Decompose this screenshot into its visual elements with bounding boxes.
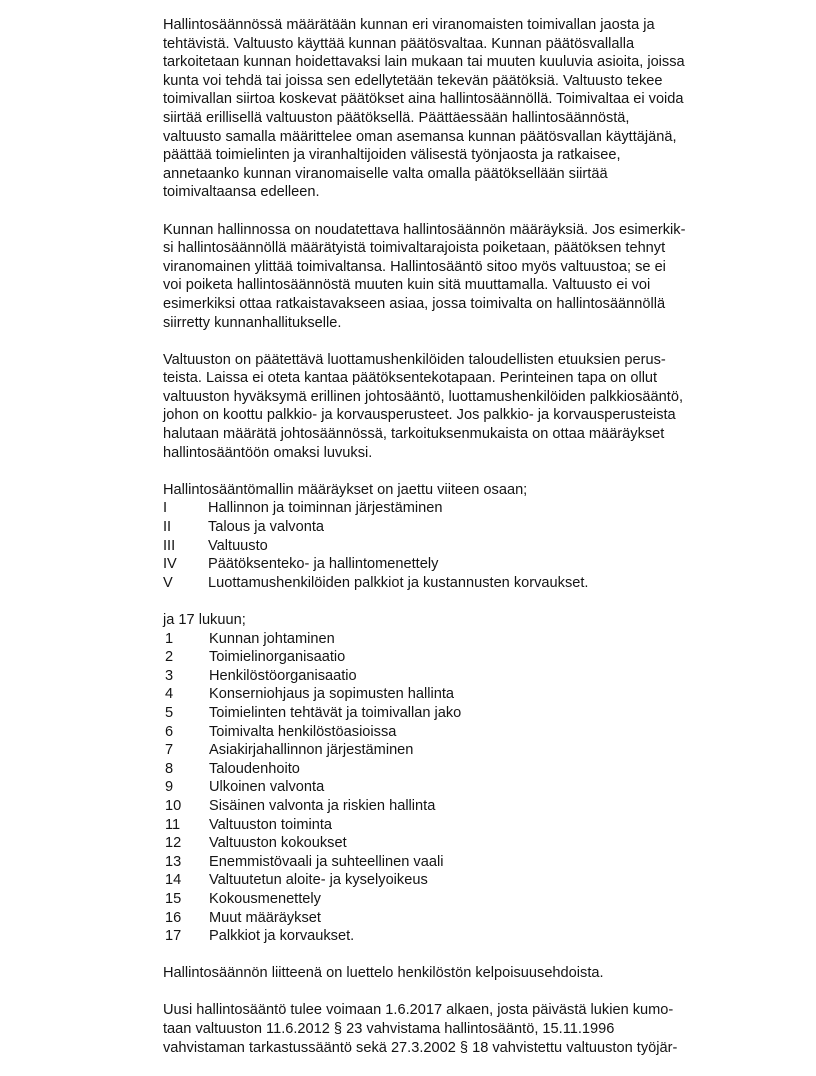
list-item xyxy=(163,778,753,797)
list-item-text: Konserniohjaus ja sopimusten hallinta xyxy=(209,686,455,703)
list-item-text: Toimielinorganisaatio xyxy=(209,649,346,666)
list-item-text: Sisäinen valvonta ja riskien hallinta xyxy=(209,797,436,814)
list-item-text: Päätöksenteko- ja hallintomenettely xyxy=(208,556,439,573)
list-item-text: Valtuusto xyxy=(208,537,268,554)
list-item-text: Kunnan johtaminen xyxy=(209,630,335,647)
text-line: voi poiketa hallintosäännöstä muuten kuin sitä muuttamalla. Valtuusto ei voi xyxy=(163,277,651,294)
list-item-text: Kokousmenettely xyxy=(209,890,321,907)
list-item-label: 2 xyxy=(165,649,174,666)
list-item-text: Toimivalta henkilöstöasioissa xyxy=(209,723,397,740)
list-item-label: 13 xyxy=(165,853,182,870)
list-item xyxy=(163,853,753,872)
parts-list-section xyxy=(163,481,753,593)
list-item-text: Hallinnon ja toiminnan järjestäminen xyxy=(208,500,443,517)
chapters-list-section xyxy=(163,611,753,946)
list-item-label: III xyxy=(163,537,176,554)
text-line: esimerkiksi ottaa ratkaistavakseen asiaa, jossa toimivalta on hallintosäännöllä xyxy=(163,295,666,312)
text-line: siirtää erillisellä valtuuston päätöksellä. Päättäessään hallintosäännöstä, xyxy=(163,109,630,126)
list-item xyxy=(163,760,753,779)
list-item-text: Taloudenhoito xyxy=(209,760,300,777)
list-item xyxy=(163,555,753,574)
list-item-label: 8 xyxy=(165,760,174,777)
list-item-label: 16 xyxy=(165,909,182,926)
text-line: annetaanko kunnan viranomaiselle valta omalla päätöksellään siirtää xyxy=(163,165,608,182)
list-item xyxy=(163,704,753,723)
paragraph-effective-date xyxy=(163,1001,753,1057)
paragraph-benefits xyxy=(163,351,753,463)
text-line: viranomainen ylittää toimivaltansa. Hallintosääntö sitoo myös valtuustoa; se ei xyxy=(163,258,666,275)
text-line: teista. Laissa ei oteta kantaa päätöksentekotapaan. Perinteinen tapa on ollut xyxy=(163,370,658,387)
text-line: valtuusto samalla määrittelee oman asemansa kunnan päätösvallan käyttäjänä, xyxy=(163,128,677,145)
text-line: hallintosääntöön omaksi luvuksi. xyxy=(163,444,373,461)
list-item-text: Enemmistövaali ja suhteellinen vaali xyxy=(209,853,444,870)
list-item-text: Valtuuston kokoukset xyxy=(209,835,347,852)
list-item-label: 17 xyxy=(165,928,182,945)
list-item xyxy=(163,871,753,890)
list-item xyxy=(163,890,753,909)
list-item-label: 4 xyxy=(165,686,174,703)
chapters-list-intro: ja 17 lukuun; xyxy=(163,612,246,628)
list-item-label: IV xyxy=(163,556,177,573)
list-item-label: 1 xyxy=(165,630,174,647)
list-item-label: II xyxy=(163,519,172,536)
text-line: päättää toimielinten ja viranhaltijoiden välisestä työnjaosta ja ratkaisee, xyxy=(163,147,621,164)
text-line: Uusi hallintosääntö tulee voimaan 1.6.2017 alkaen, josta päivästä lukien kumo- xyxy=(163,1002,674,1019)
list-item xyxy=(163,741,753,760)
parts-list xyxy=(163,499,753,592)
paragraph-appendix xyxy=(163,964,753,983)
text-line: Hallintosäännön liitteenä on luettelo henkilöstön kelpoisuusehdoista. xyxy=(163,965,604,982)
list-item-label: 12 xyxy=(165,835,182,852)
text-line: halutaan määrätä johtosäännössä, tarkoituksenmukaista on ottaa määräykset xyxy=(163,426,665,443)
text-line: toimivaltaansa edelleen. xyxy=(163,184,320,201)
list-item xyxy=(163,909,753,928)
list-item xyxy=(163,518,753,537)
text-line: valtuuston hyväksymä erillinen johtosääntö, luottamushenkilöiden palkkiosääntö, xyxy=(163,388,684,405)
paragraph-intro xyxy=(163,16,753,202)
text-line: taan valtuuston 11.6.2012 § 23 vahvistama hallintosääntö, 15.11.1996 xyxy=(163,1021,615,1038)
list-item xyxy=(163,537,753,556)
list-item xyxy=(163,630,753,649)
list-item-label: 11 xyxy=(165,816,181,833)
list-item xyxy=(163,685,753,704)
list-item-label: 5 xyxy=(165,704,174,721)
list-item xyxy=(163,499,753,518)
list-item-text: Valtuuston toiminta xyxy=(209,816,333,833)
chapters-list xyxy=(163,630,753,946)
parts-list-intro: Hallintosääntömallin määräykset on jaettu viiteen osaan; xyxy=(163,481,528,498)
list-item-label: 6 xyxy=(165,723,174,740)
list-item-text: Valtuutetun aloite- ja kyselyoikeus xyxy=(209,872,428,889)
text-line: siirretty kunnanhallitukselle. xyxy=(163,314,342,331)
list-item-label: 10 xyxy=(165,797,182,814)
text-line: Kunnan hallinnossa on noudatettava hallintosäännön määräyksiä. Jos esimerkik- xyxy=(163,221,686,238)
list-item-label: I xyxy=(163,500,168,517)
list-item-text: Luottamushenkilöiden palkkiot ja kustannusten korvaukset. xyxy=(208,574,589,591)
list-item-label: 14 xyxy=(165,872,182,889)
list-item-text: Ulkoinen valvonta xyxy=(209,779,325,796)
list-item-text: Toimielinten tehtävät ja toimivallan jako xyxy=(209,704,462,721)
text-line: tehtävistä. Valtuusto käyttää kunnan päätösvaltaa. Kunnan päätösvallalla xyxy=(163,35,635,52)
list-item xyxy=(163,574,753,593)
list-item xyxy=(163,648,753,667)
document-page xyxy=(163,16,753,1076)
text-line: kunta voi tehdä tai joissa sen edellytetään tekevän päätöksiä. Valtuusto tekee xyxy=(163,72,663,89)
list-item xyxy=(163,797,753,816)
list-item-text: Palkkiot ja korvaukset. xyxy=(209,928,355,945)
list-item-text: Asiakirjahallinnon järjestäminen xyxy=(209,742,414,759)
list-item-text: Talous ja valvonta xyxy=(208,519,325,536)
text-line: vahvistaman tarkastussääntö sekä 27.3.2002 § 18 vahvistettu valtuuston työjär- xyxy=(163,1039,678,1056)
list-item xyxy=(163,816,753,835)
list-item-text: Muut määräykset xyxy=(209,909,321,926)
text-line: Hallintosäännössä määrätään kunnan eri viranomaisten toimivallan jaosta ja xyxy=(163,17,655,33)
text-line: johon on koottu palkkio- ja korvausperusteet. Jos palkkio- ja korvausperusteista xyxy=(163,407,676,424)
list-item-label: 3 xyxy=(165,667,174,684)
text-line: tarkoitetaan kunnan hoidettavaksi lain mukaan tai muuten kuuluvia asioita, joissa xyxy=(163,54,685,71)
list-item-label: 7 xyxy=(165,742,174,759)
list-item-label: 15 xyxy=(165,890,182,907)
list-item xyxy=(163,927,753,946)
text-line: toimivallan siirtoa koskevat päätökset aina hallintosäännöllä. Toimivaltaa ei voida xyxy=(163,91,684,108)
list-item-label: 9 xyxy=(165,779,174,796)
paragraph-compliance xyxy=(163,221,753,333)
text-line: si hallintosäännöllä määrätyistä toimivaltarajoista poiketaan, päätöksen tehnyt xyxy=(163,240,666,257)
list-item xyxy=(163,834,753,853)
list-item-text: Henkilöstöorganisaatio xyxy=(209,667,357,684)
list-item xyxy=(163,667,753,686)
text-line: Valtuuston on päätettävä luottamushenkilöiden taloudellisten etuuksien perus- xyxy=(163,351,666,368)
list-item-label: V xyxy=(163,574,173,591)
list-item xyxy=(163,723,753,742)
